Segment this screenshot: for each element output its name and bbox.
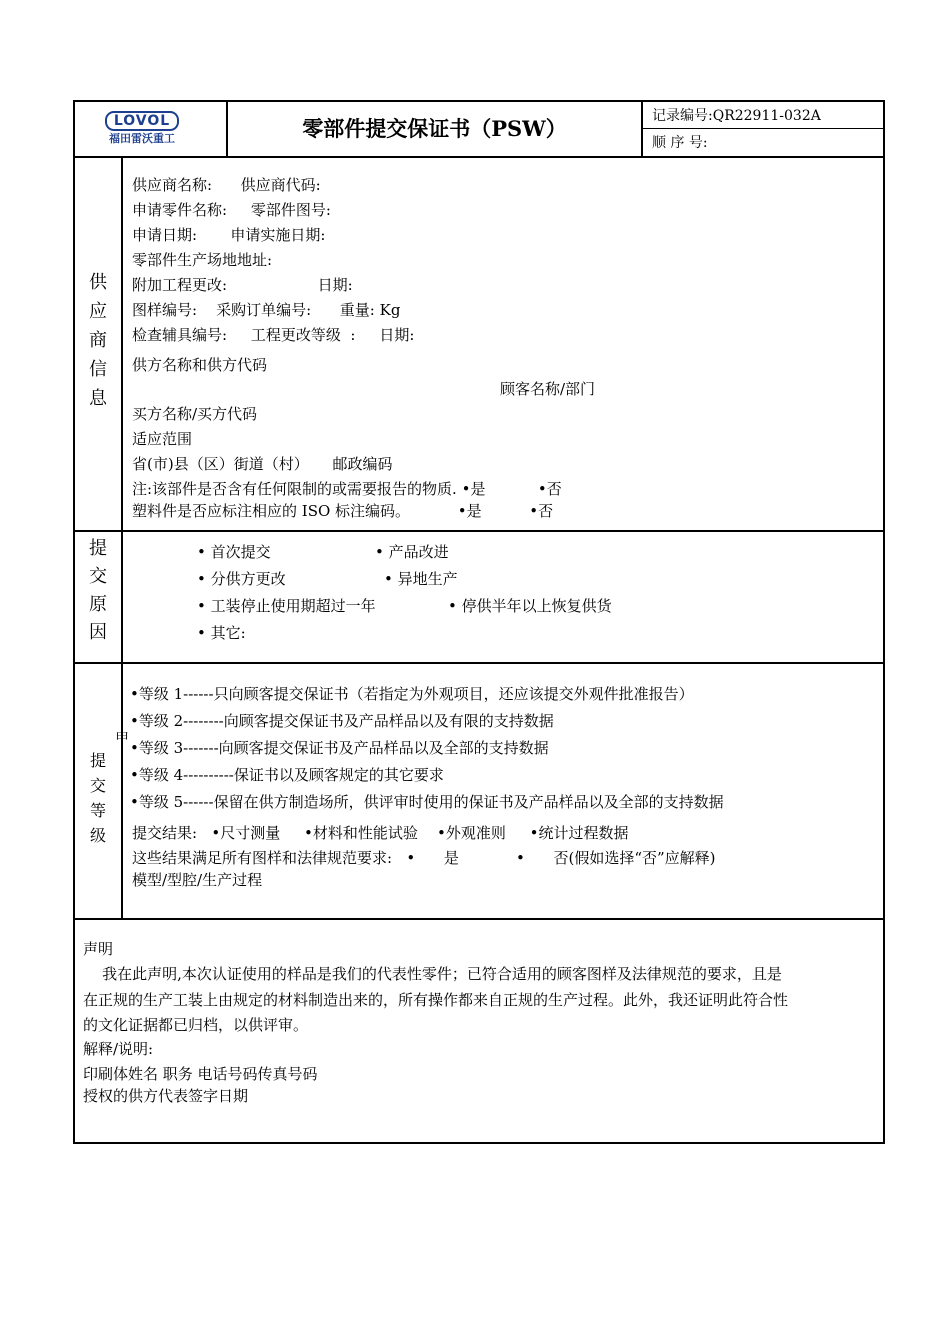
buyer-code-line: 买方名称/买方代码: [132, 405, 258, 423]
label-char: 商: [89, 330, 107, 351]
level-4-option[interactable]: •等级 4----------保证书以及顾客规定的其它要求: [130, 766, 444, 784]
level-section-label: [75, 748, 121, 848]
row-divider-reason: [75, 662, 883, 664]
label-char: 原: [89, 594, 107, 615]
page-title: 零部件提交保证书（PSW）: [302, 116, 567, 141]
label-char: 级: [89, 826, 106, 845]
explanation-label: 解释/说明:: [83, 1040, 154, 1058]
customer-dept-line: 顾客名称/部门: [500, 380, 596, 398]
print-name-line: 印刷体姓名 职务 电话号码传真号码: [83, 1065, 318, 1083]
reason-other[interactable]: • 其它:: [197, 624, 246, 642]
requirements-met-line: 这些结果满足所有图样和法律规范要求: • 是 • 否(假如选择“否”应解释): [132, 849, 716, 867]
row-divider-header: [75, 156, 883, 158]
sequence-number: 顺 序 号:: [652, 135, 708, 151]
label-char: 等: [89, 801, 106, 820]
logo-subtext: 福田雷沃重工: [109, 132, 175, 145]
level-2-option[interactable]: •等级 2--------向顾客提交保证书及产品样品以及有限的支持数据: [130, 712, 554, 730]
iso-marking-line: 塑料件是否应标注相应的 ISO 标注编码。 •是 •否: [132, 502, 554, 520]
header-divider-2: [641, 102, 643, 156]
inspection-aid-line: 检查辅具编号: 工程更改等级 : 日期:: [132, 326, 415, 344]
label-column-divider: [121, 156, 123, 918]
row-divider-supplier: [75, 530, 883, 532]
label-char: 信: [89, 359, 107, 380]
engineering-change-line: 附加工程更改: 日期:: [132, 276, 353, 294]
level-3-option[interactable]: •等级 3-------向顾客提交保证书及产品样品以及全部的支持数据: [130, 739, 549, 757]
label-char: 提: [89, 751, 106, 770]
label-char: 息: [89, 388, 107, 409]
scope-line: 适应范围: [132, 430, 193, 448]
reason-tooling-inactive[interactable]: • 工装停止使用期超过一年: [197, 597, 376, 615]
address-line: 省(市)县（区）街道（村） 邮政编码: [132, 455, 393, 473]
supplier-section-label: [75, 268, 121, 413]
reason-offsite-production[interactable]: • 异地生产: [384, 570, 458, 588]
stray-character: 申: [115, 730, 129, 746]
reason-section-label: [75, 535, 121, 647]
apply-date-line: 申请日期: 申请实施日期:: [132, 226, 326, 244]
reason-product-improvement[interactable]: • 产品改进: [375, 543, 449, 561]
psw-form: [73, 100, 885, 1144]
label-char: 交: [89, 566, 107, 587]
site-address-line: 零部件生产场地地址:: [132, 251, 273, 269]
reason-supply-resumed[interactable]: • 停供半年以上恢复供货: [448, 597, 612, 615]
level-5-option[interactable]: •等级 5------保留在供方制造场所，供评审时使用的保证书及产品样品以及全部的支持数据: [130, 793, 724, 811]
substance-note-line: 注:该部件是否含有任何限制的或需要报告的物质. •是 •否: [132, 480, 562, 498]
lovol-logo: LOVOL: [105, 111, 179, 131]
label-char: 提: [89, 538, 107, 559]
reason-subsupplier-change[interactable]: • 分供方更改: [197, 570, 286, 588]
record-number: 记录编号:QR22911-032A: [652, 108, 821, 124]
part-name-line: 申请零件名称: 零部件图号:: [132, 201, 331, 219]
declaration-heading: 声明: [83, 940, 114, 958]
reason-first-submission[interactable]: • 首次提交: [197, 543, 271, 561]
declaration-body-line: 在正规的生产工装上由规定的材料制造出来的，所有操作都来自正规的生产过程。此外，我还证明此符合性: [83, 991, 789, 1009]
label-char: 交: [89, 776, 106, 795]
declaration-body-line: 的文化证据都已归档，以供评审。: [83, 1016, 309, 1034]
drawing-number-line: 图样编号: 采购订单编号: 重量: Kg: [132, 301, 401, 319]
level-1-option[interactable]: •等级 1------只向顾客提交保证书（若指定为外观项目，还应该提交外观件批准报告）: [130, 685, 694, 703]
declaration-body-line: 我在此声明,本次认证使用的样品是我们的代表性零件；已符合适用的顾客图样及法律规范的要求，且是: [83, 965, 782, 983]
supplier-name-line: 供应商名称: 供应商代码:: [132, 176, 321, 194]
supplier-code-line: 供方名称和供方代码: [132, 356, 268, 374]
label-char: 因: [89, 622, 107, 643]
row-divider-level: [75, 918, 883, 920]
header-divider-3: [641, 128, 883, 129]
process-line: 模型/型腔/生产过程: [132, 871, 263, 889]
signature-line: 授权的供方代表签字日期: [83, 1087, 249, 1105]
submission-results-line: 提交结果: •尺寸测量 •材料和性能试验 •外观准则 •统计过程数据: [132, 824, 629, 842]
label-char: 供: [89, 272, 107, 293]
label-char: 应: [89, 301, 107, 322]
